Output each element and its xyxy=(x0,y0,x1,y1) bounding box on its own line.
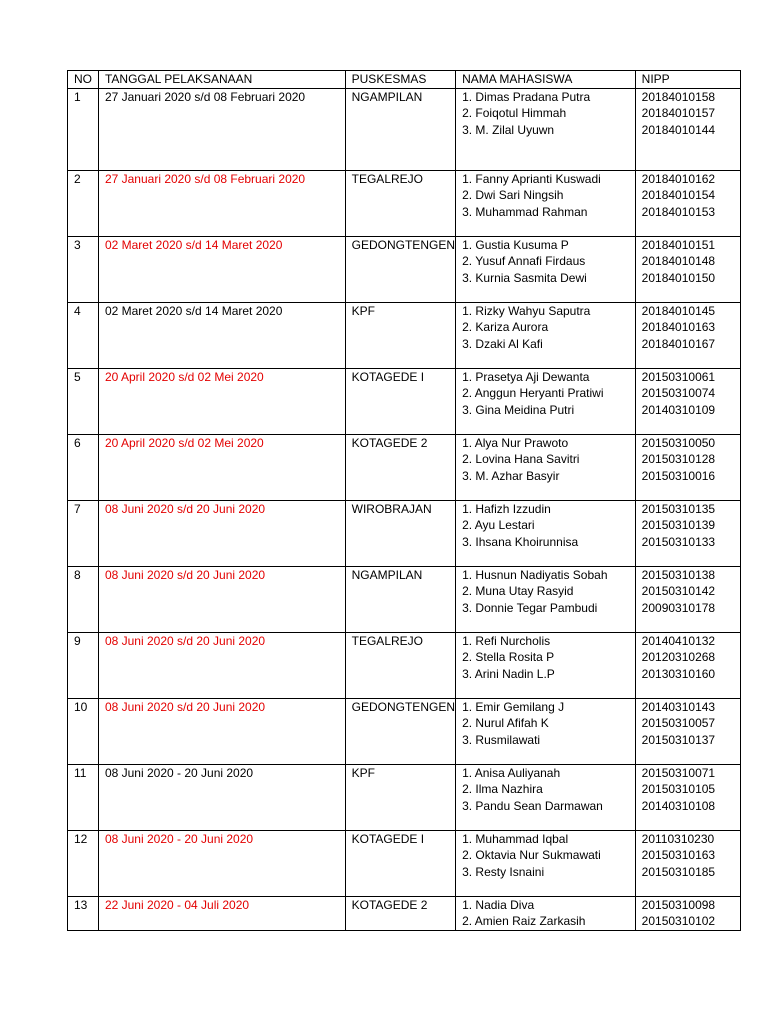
student-nipp xyxy=(635,170,740,236)
student-name: 2. Yusuf Annafi Firdaus xyxy=(462,254,586,268)
puskesmas-name: KOTAGEDE 2 xyxy=(345,896,455,930)
row-number: 1 xyxy=(68,88,99,170)
student-name: 2. Amien Raiz Zarkasih xyxy=(462,914,586,928)
student-name: 3. Donnie Tegar Pambudi xyxy=(462,600,598,615)
table-row xyxy=(68,764,741,830)
nipp-value: 20130310160 xyxy=(641,666,716,681)
nipp-value: 20150310102 xyxy=(641,914,716,928)
nipp-value: 20150310057 xyxy=(641,716,716,730)
nipp-value: 20150310016 xyxy=(641,468,716,483)
student-name: 3. Rusmilawati xyxy=(462,732,541,747)
nipp-value: 20184010144 xyxy=(641,122,716,137)
row-number: 13 xyxy=(68,896,99,930)
student-names xyxy=(456,302,636,368)
student-names xyxy=(456,566,636,632)
student-nipp xyxy=(635,302,740,368)
table-row xyxy=(68,500,741,566)
student-names xyxy=(456,170,636,236)
student-nipp xyxy=(635,88,740,170)
puskesmas-name: KOTAGEDE I xyxy=(345,368,455,434)
student-name: 3. Dzaki Al Kafi xyxy=(462,336,543,351)
student-names xyxy=(456,830,636,896)
nipp-value: 20120310268 xyxy=(641,650,716,664)
nipp-value: 20150310105 xyxy=(641,782,716,796)
student-name: 1. Hafizh Izzudin xyxy=(462,501,551,516)
row-number: 3 xyxy=(68,236,99,302)
student-names xyxy=(456,236,636,302)
header-nipp: NIPP xyxy=(635,71,740,89)
nipp-value: 20184010157 xyxy=(641,106,716,120)
table-row xyxy=(68,302,741,368)
puskesmas-name: GEDONGTENGEN xyxy=(345,698,455,764)
student-name: 2. Oktavia Nur Sukmawati xyxy=(462,848,601,862)
puskesmas-name: NGAMPILAN xyxy=(345,566,455,632)
nipp-value: 20150310139 xyxy=(641,518,716,532)
student-name: 1. Gustia Kusuma P xyxy=(462,237,569,252)
implementation-date: 08 Juni 2020 s/d 20 Juni 2020 xyxy=(98,500,345,566)
student-nipp xyxy=(635,566,740,632)
row-number: 8 xyxy=(68,566,99,632)
student-nipp xyxy=(635,632,740,698)
student-name: 2. Ilma Nazhira xyxy=(462,782,543,796)
puskesmas-name: WIROBRAJAN xyxy=(345,500,455,566)
nipp-value: 20184010163 xyxy=(641,320,716,334)
nipp-value: 20150310142 xyxy=(641,584,716,598)
nipp-value: 20184010162 xyxy=(641,171,716,186)
nipp-value: 20110310230 xyxy=(641,831,715,846)
nipp-value: 20150310137 xyxy=(641,732,716,747)
puskesmas-name: TEGALREJO xyxy=(345,632,455,698)
nipp-value: 20150310133 xyxy=(641,534,716,549)
student-name: 1. Muhammad Iqbal xyxy=(462,831,569,846)
student-names xyxy=(456,368,636,434)
student-name: 2. Muna Utay Rasyid xyxy=(462,584,574,598)
student-name: 2. Lovina Hana Savitri xyxy=(462,452,580,466)
puskesmas-name: KPF xyxy=(345,302,455,368)
table-row xyxy=(68,632,741,698)
student-name: 1. Dimas Pradana Putra xyxy=(462,89,591,104)
student-name: 2. Stella Rosita P xyxy=(462,650,555,664)
student-name: 3. Ihsana Khoirunnisa xyxy=(462,534,579,549)
row-number: 5 xyxy=(68,368,99,434)
implementation-date: 22 Juni 2020 - 04 Juli 2020 xyxy=(98,896,345,930)
nipp-value: 20184010151 xyxy=(641,237,716,252)
header-date: TANGGAL PELAKSANAAN xyxy=(98,71,345,89)
student-name: 3. Kurnia Sasmita Dewi xyxy=(462,270,587,285)
nipp-value: 20184010145 xyxy=(641,303,716,318)
nipp-value: 20090310178 xyxy=(641,600,716,615)
student-names xyxy=(456,698,636,764)
implementation-date: 02 Maret 2020 s/d 14 Maret 2020 xyxy=(98,302,345,368)
student-nipp xyxy=(635,830,740,896)
table-row xyxy=(68,170,741,236)
student-name: 2. Anggun Heryanti Pratiwi xyxy=(462,386,604,400)
puskesmas-name: NGAMPILAN xyxy=(345,88,455,170)
nipp-value: 20140410132 xyxy=(641,633,716,648)
row-number: 7 xyxy=(68,500,99,566)
header-student-names: NAMA MAHASISWA xyxy=(456,71,636,89)
table-row xyxy=(68,368,741,434)
row-number: 4 xyxy=(68,302,99,368)
puskesmas-name: GEDONGTENGEN xyxy=(345,236,455,302)
implementation-date: 08 Juni 2020 s/d 20 Juni 2020 xyxy=(98,632,345,698)
nipp-value: 20184010167 xyxy=(641,336,716,351)
student-name: 1. Fanny Aprianti Kuswadi xyxy=(462,171,601,186)
header-puskesmas: PUSKESMAS xyxy=(345,71,455,89)
puskesmas-name: KOTAGEDE 2 xyxy=(345,434,455,500)
implementation-date: 27 Januari 2020 s/d 08 Februari 2020 xyxy=(98,88,345,170)
student-nipp xyxy=(635,896,740,930)
nipp-value: 20150310185 xyxy=(641,864,716,879)
student-name: 1. Emir Gemilang J xyxy=(462,699,565,714)
puskesmas-name: TEGALREJO xyxy=(345,170,455,236)
student-name: 1. Prasetya Aji Dewanta xyxy=(462,369,590,384)
header-no: NO xyxy=(68,71,99,89)
schedule-table xyxy=(67,70,741,931)
nipp-value: 20150310071 xyxy=(641,765,716,780)
student-name: 1. Refi Nurcholis xyxy=(462,633,551,648)
nipp-value: 20184010150 xyxy=(641,270,716,285)
nipp-value: 20150310138 xyxy=(641,567,716,582)
table-row xyxy=(68,896,741,930)
student-name: 3. Arini Nadin L.P xyxy=(462,666,555,681)
nipp-value: 20150310074 xyxy=(641,386,716,400)
row-number: 9 xyxy=(68,632,99,698)
puskesmas-name: KOTAGEDE I xyxy=(345,830,455,896)
student-nipp xyxy=(635,500,740,566)
implementation-date: 02 Maret 2020 s/d 14 Maret 2020 xyxy=(98,236,345,302)
table-row xyxy=(68,830,741,896)
student-names xyxy=(456,88,636,170)
student-name: 3. Pandu Sean Darmawan xyxy=(462,798,603,813)
nipp-value: 20150310128 xyxy=(641,452,716,466)
student-name: 1. Rizky Wahyu Saputra xyxy=(462,303,591,318)
implementation-date: 20 April 2020 s/d 02 Mei 2020 xyxy=(98,368,345,434)
student-names xyxy=(456,896,636,930)
table-row xyxy=(68,698,741,764)
student-name: 3. M. Zilal Uyuwn xyxy=(462,122,555,137)
student-name: 2. Kariza Aurora xyxy=(462,320,549,334)
nipp-value: 20184010148 xyxy=(641,254,716,268)
student-name: 3. Resty Isnaini xyxy=(462,864,545,879)
student-name: 1. Husnun Nadiyatis Sobah xyxy=(462,567,608,582)
student-name: 2. Ayu Lestari xyxy=(462,518,535,532)
nipp-value: 20150310061 xyxy=(641,369,716,384)
student-name: 2. Dwi Sari Ningsih xyxy=(462,188,564,202)
student-nipp xyxy=(635,368,740,434)
student-names xyxy=(456,500,636,566)
implementation-date: 08 Juni 2020 s/d 20 Juni 2020 xyxy=(98,698,345,764)
nipp-value: 20184010154 xyxy=(641,188,716,202)
student-nipp xyxy=(635,434,740,500)
row-number: 6 xyxy=(68,434,99,500)
implementation-date: 08 Juni 2020 - 20 Juni 2020 xyxy=(98,764,345,830)
table-row xyxy=(68,88,741,170)
student-name: 1. Alya Nur Prawoto xyxy=(462,435,569,450)
student-nipp xyxy=(635,698,740,764)
student-name: 3. M. Azhar Basyir xyxy=(462,468,560,483)
nipp-value: 20150310163 xyxy=(641,848,716,862)
student-nipp xyxy=(635,764,740,830)
nipp-value: 20184010153 xyxy=(641,204,716,219)
table-row xyxy=(68,236,741,302)
implementation-date: 20 April 2020 s/d 02 Mei 2020 xyxy=(98,434,345,500)
implementation-date: 08 Juni 2020 - 20 Juni 2020 xyxy=(98,830,345,896)
row-number: 10 xyxy=(68,698,99,764)
nipp-value: 20140310143 xyxy=(641,699,716,714)
table-body xyxy=(68,88,741,930)
student-name: 2. Nurul Afifah K xyxy=(462,716,549,730)
table-row xyxy=(68,434,741,500)
puskesmas-name: KPF xyxy=(345,764,455,830)
header-row xyxy=(68,71,741,89)
row-number: 2 xyxy=(68,170,99,236)
student-nipp xyxy=(635,236,740,302)
student-names xyxy=(456,434,636,500)
row-number: 12 xyxy=(68,830,99,896)
implementation-date: 08 Juni 2020 s/d 20 Juni 2020 xyxy=(98,566,345,632)
implementation-date: 27 Januari 2020 s/d 08 Februari 2020 xyxy=(98,170,345,236)
student-names xyxy=(456,632,636,698)
nipp-value: 20150310135 xyxy=(641,501,716,516)
nipp-value: 20184010158 xyxy=(641,89,716,104)
row-number: 11 xyxy=(68,764,99,830)
nipp-value: 20150310098 xyxy=(641,897,716,912)
nipp-value: 20150310050 xyxy=(641,435,716,450)
student-name: 1. Anisa Auliyanah xyxy=(462,765,561,780)
student-name: 3. Gina Meidina Putri xyxy=(462,402,575,417)
student-name: 1. Nadia Diva xyxy=(462,897,535,912)
nipp-value: 20140310109 xyxy=(641,402,716,417)
table-row xyxy=(68,566,741,632)
nipp-value: 20140310108 xyxy=(641,798,716,813)
student-names xyxy=(456,764,636,830)
student-name: 2. Foiqotul Himmah xyxy=(462,106,567,120)
student-name: 3. Muhammad Rahman xyxy=(462,204,588,219)
